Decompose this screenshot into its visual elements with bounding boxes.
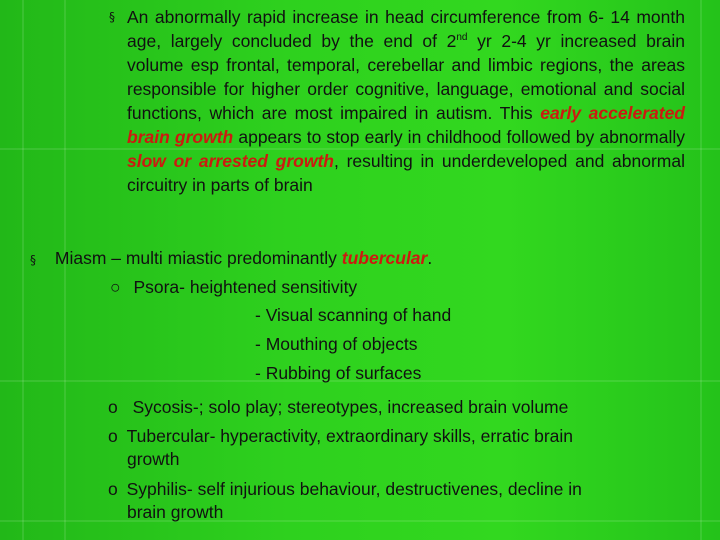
paragraph-head-circumference — [109, 5, 686, 197]
o-bullet-icon: o — [108, 479, 118, 499]
text-segment: Miasm – multi miastic predominantly — [54, 248, 342, 268]
sycosis-line — [108, 395, 568, 419]
square-bullet-icon: § — [109, 10, 115, 24]
text-segment: appears to stop early in childhood followed by abnormally — [233, 127, 685, 147]
psora-label: Psora- heightened sensitivity — [133, 277, 358, 297]
miasm-line — [30, 246, 432, 272]
highlight-text: tubercular — [341, 248, 428, 268]
psora-item: - Mouthing of objects — [255, 334, 418, 354]
tubercular-line — [108, 424, 573, 448]
highlight-text: early accelerated brain growth — [127, 103, 686, 147]
text-segment: . — [427, 248, 433, 268]
sycosis-text: Sycosis-; solo play; stereotypes, increased brain volume — [132, 397, 569, 417]
circle-bullet-icon: ○ — [110, 277, 121, 297]
text-segment: yr 2-4 yr increased brain volume esp frontal, temporal, cerebellar and limbic regions, the areas responsible for higher order cognitive, language, emotional and social functions, which are most impaired in autism. This — [127, 31, 685, 123]
text-segment: , resulting in underdeveloped and abnormal circuitry in parts of brain — [127, 151, 685, 195]
highlight-text: slow or arrested growth — [127, 151, 334, 171]
psora-item: - Rubbing of surfaces — [255, 363, 422, 383]
text-segment: An abnormally rapid increase in head circumference from 6- 14 month age, largely concluded by the end of 2 — [127, 7, 685, 51]
o-bullet-icon: o — [108, 397, 118, 417]
psora-item: - Visual scanning of hand — [255, 305, 452, 325]
tubercular-continuation: growth — [127, 449, 180, 469]
tubercular-text: Tubercular- hyperactivity, extraordinary skills, erratic brain — [126, 426, 574, 446]
square-bullet-icon: § — [30, 253, 36, 267]
syphilis-continuation: brain growth — [127, 502, 224, 522]
syphilis-text: Syphilis- self injurious behaviour, destructivenes, decline in — [126, 479, 582, 499]
syphilis-line — [108, 477, 582, 501]
psora-line — [110, 275, 357, 299]
superscript: nd — [456, 32, 468, 44]
o-bullet-icon: o — [108, 426, 118, 446]
